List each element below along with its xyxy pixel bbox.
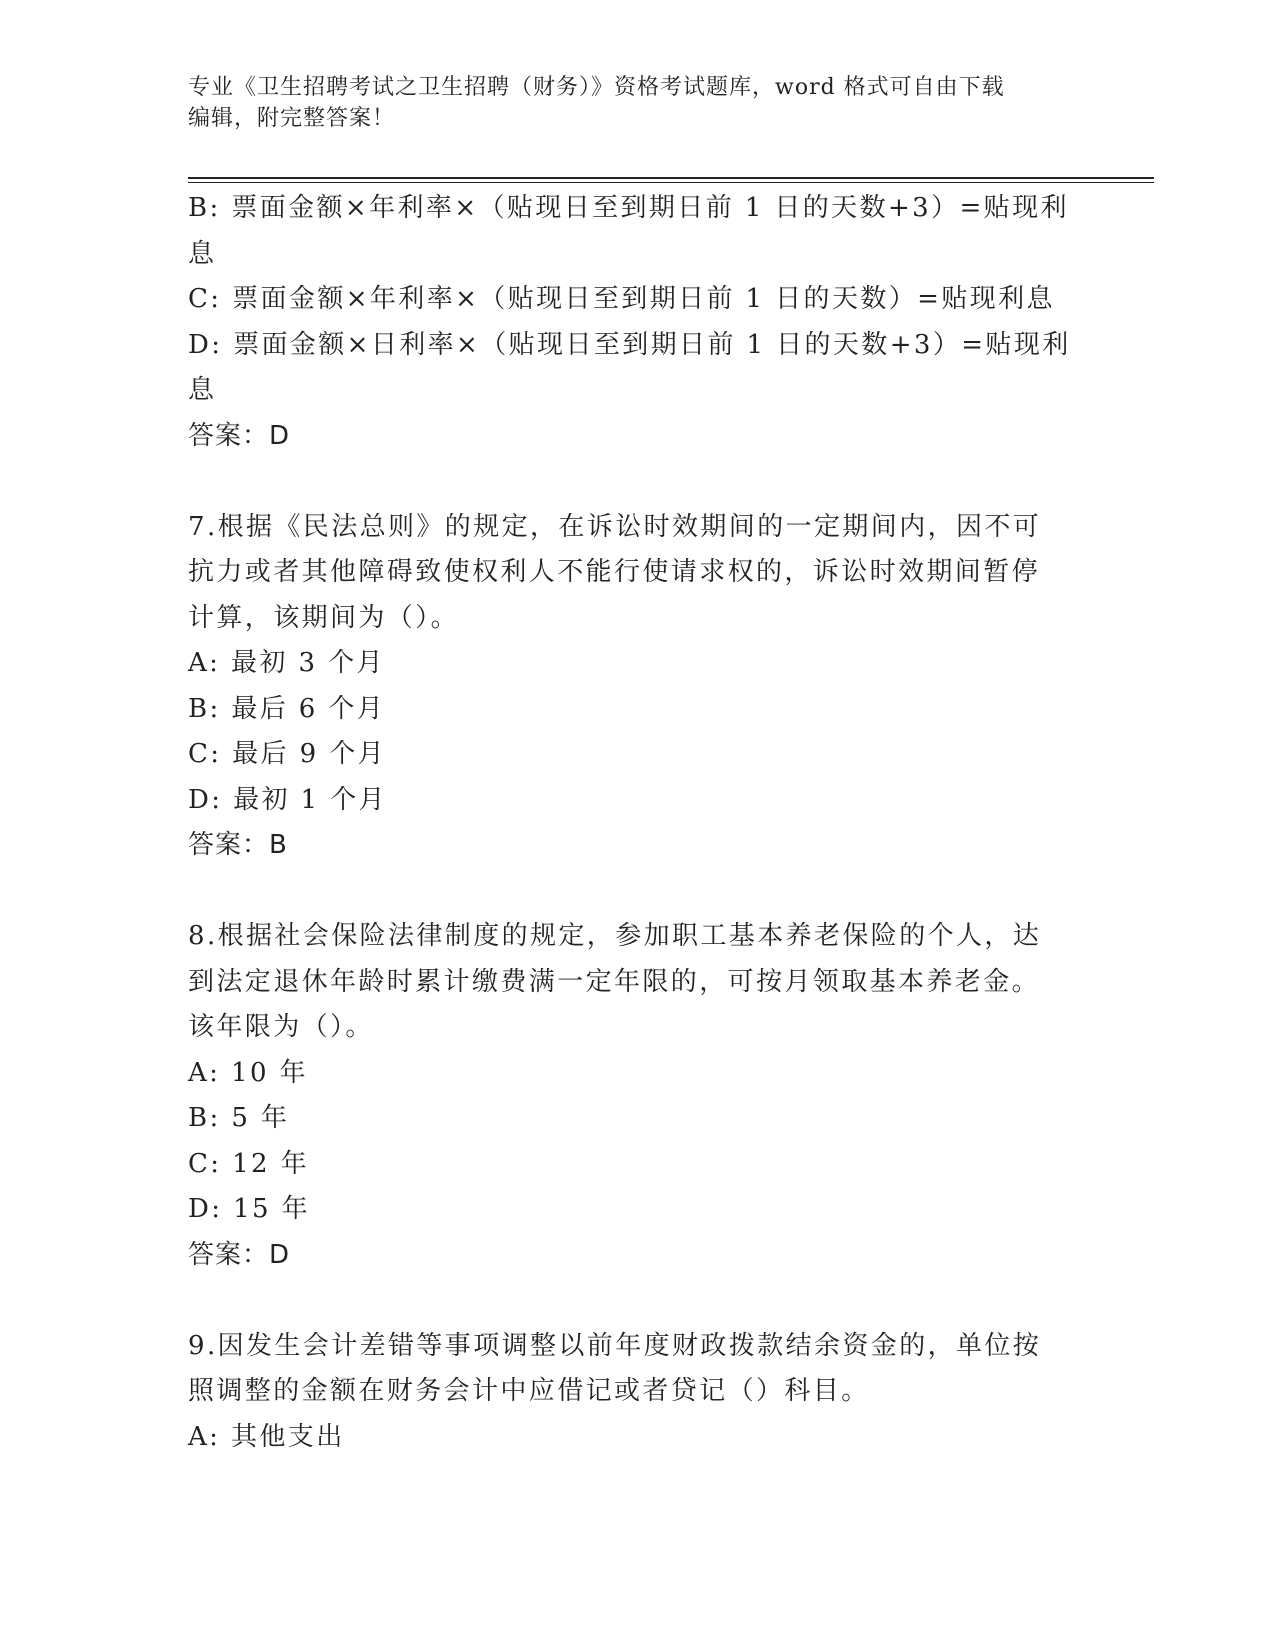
question-stem-line-1: 7.根据《民法总则》的规定，在诉讼时效期间的一定期间内，因不可: [188, 511, 1042, 542]
option-b-line-2: 息: [188, 238, 217, 269]
spacer: [188, 459, 1088, 505]
question-7: [188, 505, 1088, 869]
option-c: C: 最后 9 个月: [188, 739, 386, 769]
question-stem-line-2: 到法定退休年龄时累计缴费满一定年限的，可按月领取基本养老金。: [188, 966, 1041, 997]
page-header: [188, 72, 1088, 134]
spacer: [188, 869, 1088, 915]
question-stem-line-3: 计算，该期间为（）。: [188, 602, 460, 633]
answer: 答案：B: [188, 830, 288, 860]
answer: 答案：D: [188, 1239, 291, 1270]
question-6-tail: [188, 186, 1088, 459]
option-d: D: 15 年: [188, 1194, 311, 1224]
option-d-line-1: D: 票面金额×日利率×（贴现日至到期日前 1 日的天数+3）=贴现利: [188, 329, 1071, 360]
header-line-2: 编辑，附完整答案！: [188, 106, 396, 131]
question-9: [188, 1324, 1088, 1461]
option-a: A: 其他支出: [188, 1421, 345, 1452]
option-b: B: 最后 6 个月: [188, 693, 386, 724]
question-stem-line-2: 抗力或者其他障碍致使权利人不能行使请求权的，诉讼时效期间暂停: [188, 557, 1041, 587]
option-a: A: 10 年: [188, 1057, 308, 1088]
question-stem-line-1: 8.根据社会保险法律制度的规定，参加职工基本养老保险的个人，达: [188, 921, 1042, 951]
question-body: [188, 186, 1088, 1460]
header-divider-thin: [188, 182, 1154, 183]
option-c: C: 12 年: [188, 1148, 310, 1179]
question-stem-line-3: 该年限为（）。: [188, 1012, 374, 1042]
option-c: C: 票面金额×年利率×（贴现日至到期日前 1 日的天数）=贴现利息: [188, 284, 1055, 314]
answer: 答案：D: [188, 420, 291, 451]
question-stem-line-2: 照调整的金额在财务会计中应借记或者贷记（）科目。: [188, 1376, 870, 1406]
header-line-1: 专业《卫生招聘考试之卫生招聘（财务）》资格考试题库，word 格式可自由下载: [188, 75, 1005, 100]
spacer: [188, 1278, 1088, 1324]
question-8: [188, 914, 1088, 1278]
option-a: A: 最初 3 个月: [188, 648, 385, 678]
header-divider-thick: [188, 177, 1154, 179]
option-d: D: 最初 1 个月: [188, 784, 387, 815]
question-stem-line-1: 9.因发生会计差错等事项调整以前年度财政拨款结余资金的，单位按: [188, 1330, 1042, 1361]
option-d-line-2: 息: [188, 375, 217, 405]
option-b-line-1: B: 票面金额×年利率×（贴现日至到期日前 1 日的天数+3）=贴现利: [188, 193, 1069, 223]
option-b: B: 5 年: [188, 1103, 290, 1133]
